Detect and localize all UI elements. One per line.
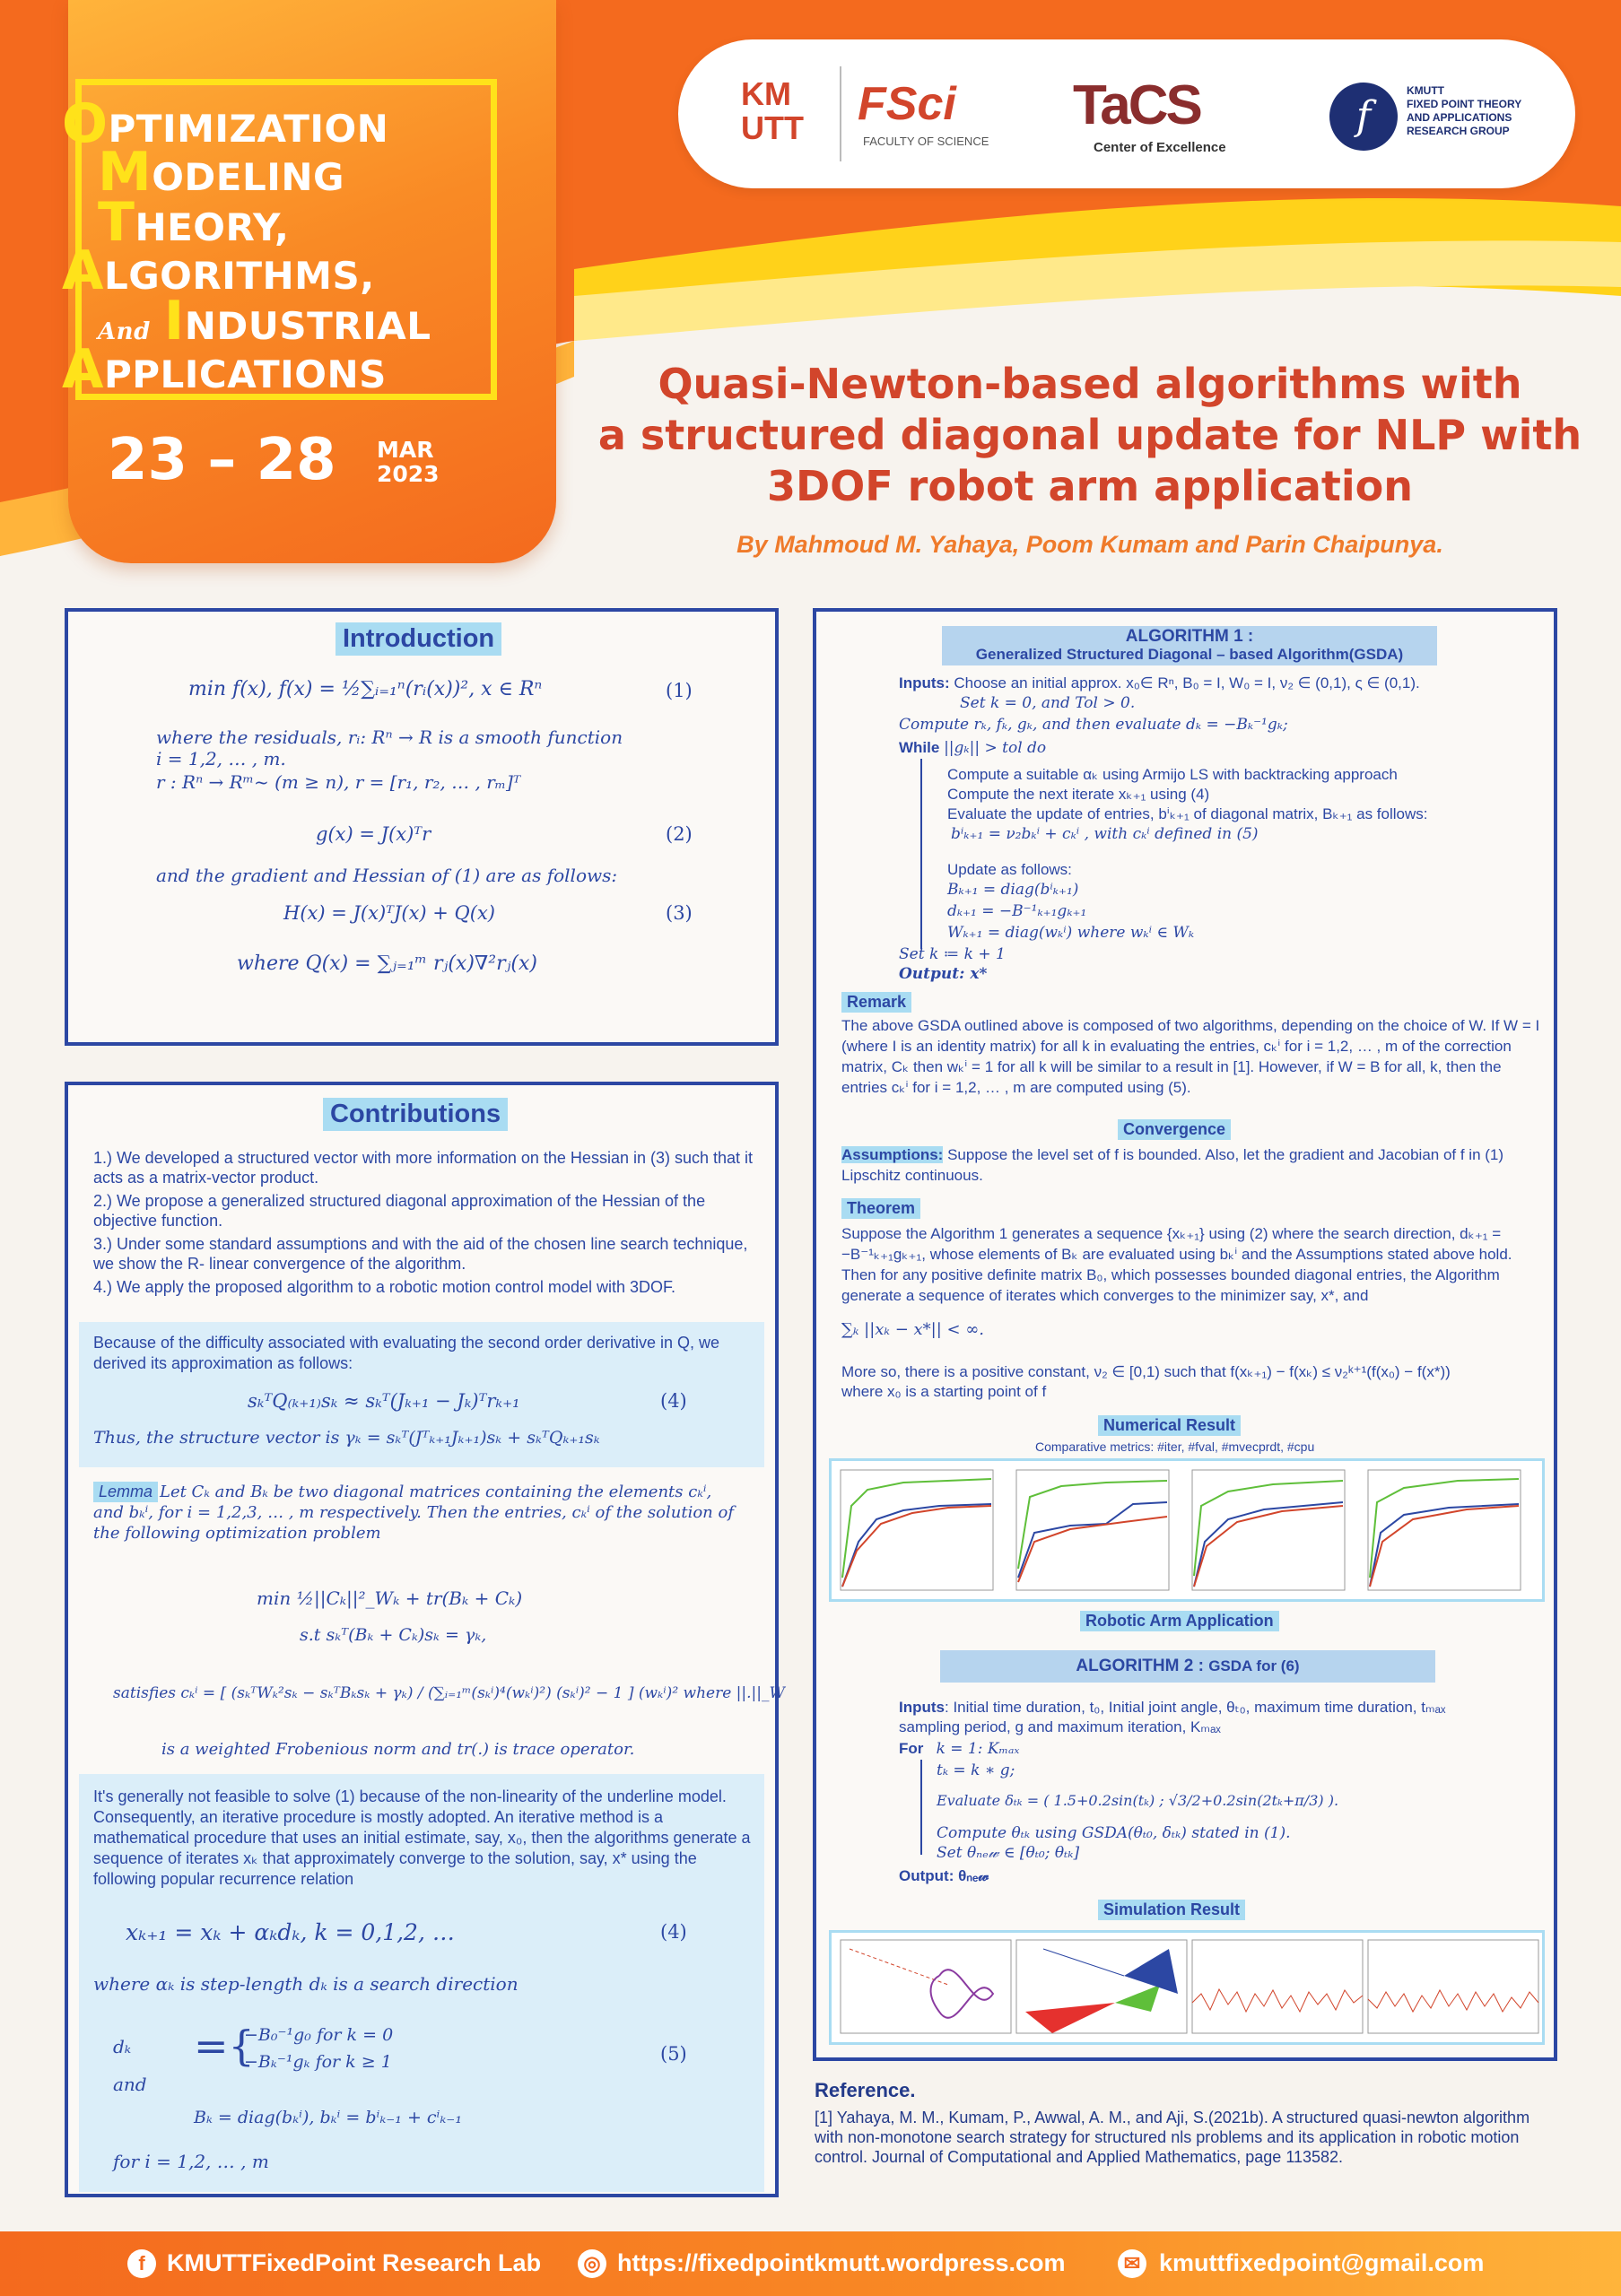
algo2-step-3: Compute θₜₖ using GSDA(θₜ₀, δₜₖ) stated in (1). — [937, 1824, 1291, 1842]
algorithm-1-heading: ALGORITHM 1 : Generalized Structured Diagonal – based Algorithm(GSDA) — [942, 626, 1437, 665]
remark-tag: Remark — [841, 992, 911, 1013]
algo2-step-4: Set θₙₑ𝓌 ∈ [θₜ₀; θₜₖ] — [937, 1844, 1080, 1862]
reference-heading: Reference. — [815, 2079, 916, 2101]
and-label: and — [113, 2074, 147, 2095]
algo1-inputs: Inputs: Choose an initial approx. x₀∈ Rⁿ, B₀ = I, W₀ = I, ν₂ ∈ (0,1), ς ∈ (0,1). — [899, 674, 1420, 691]
algo2-inputs: Inputs: Initial time duration, t₀, Initial joint angle, θₜ₀, maximum time duration, tₘₐₓ — [899, 1699, 1446, 1716]
dk-brace: ={ — [194, 2022, 255, 2070]
theorem-text: Suppose the Algorithm 1 generates a sequence {xₖ₊₁} using (2) where the search direction, dₖ₊₁ = −B⁻¹ₖ₊₁gₖ₊₁, whose elements of Bₖ are evaluated using bₖⁱ and the Assumptions stated above hold. Then for any positive definite matrix B₀, which possesses bounded diagonal entries, the Algorithm generate a sequence of iterates which converges to the minimizer say, x*, and — [841, 1225, 1512, 1304]
email-link[interactable]: kmuttfixedpoint@gmail.com — [1159, 2249, 1485, 2276]
algo1-increment: Set k ≔ k + 1 — [899, 945, 1006, 963]
iterative-method-text: It's generally not feasible to solve (1) because of the non-linearity of the underline model. Consequently, an iterative procedure is mostly adopted. An iterative method is a mathematical procedure that uses an initial estimate, say, x₀, then the algorithms generate a sequence of iterates xₖ that approximately converge to the solution, say, x* using the following popular recurrence relation — [93, 1787, 751, 1888]
contribution-4: 4.) We apply the proposed algorithm to a robotic motion control model with 3DOF. — [93, 1278, 675, 1296]
website-link[interactable]: https://fixedpointkmutt.wordpress.com — [617, 2249, 1066, 2276]
dk-case-2: −Bₖ⁻¹gₖ for k ≥ 1 — [244, 2052, 392, 2072]
eq-2: g(x) = J(x)ᵀr — [316, 823, 431, 845]
step-length-note: where αₖ is step-length dₖ is a search direction — [93, 1973, 519, 1995]
conference-dates: 23 – 28 — [108, 427, 336, 493]
eq-recurrence-number: (4) — [660, 1921, 687, 1943]
eq-1-number: (1) — [666, 680, 693, 701]
index-range: for i = 1,2, … , m — [113, 2151, 269, 2172]
authors: By Mahmoud M. Yahaya, Poom Kumam and Parin Chaipunya. — [736, 531, 1443, 558]
tacs-logo: TaCS — [1073, 74, 1200, 136]
structure-vector-eq: Thus, the structure vector is γₖ = sₖᵀ(Jᵀₖ₊₁Jₖ₊₁)sₖ + sₖᵀQₖ₊₁sₖ — [93, 1428, 600, 1448]
fsci-logo: FSci — [858, 78, 956, 130]
email-icon: ✉ — [1118, 2249, 1146, 2278]
simulation-result-heading: Simulation Result — [1098, 1900, 1245, 1920]
lemma-constraint: s.t sₖᵀ(Bₖ + Cₖ)sₖ = γₖ, — [300, 1625, 487, 1645]
kmutt-logo: KM UTT — [741, 75, 804, 146]
eq-hessian-approx: sₖᵀQ₍ₖ₊₁₎sₖ ≈ sₖᵀ(Jₖ₊₁ − Jₖ)ᵀrₖ₊₁ — [248, 1390, 520, 1412]
fixed-point-logo-icon: f — [1329, 83, 1398, 151]
algo2-output: Output: θₙₑ𝓌 — [899, 1867, 989, 1884]
bk-update: Bₖ = diag(bₖⁱ), bₖⁱ = bⁱₖ₋₁ + cⁱₖ₋₁ — [194, 2108, 462, 2127]
eq-1: min f(x), f(x) = ½∑ᵢ₌₁ⁿ(rᵢ(x))², x ∈ Rⁿ — [188, 678, 543, 700]
algo1-while-bar — [920, 759, 922, 949]
eq-3: H(x) = J(x)ᵀJ(x) + Q(x) — [283, 902, 495, 924]
algo2-for: For k = 1: Kₘₐₓ — [899, 1740, 1020, 1758]
algo1-step-2: Compute the next iterate xₖ₊₁ using (4) — [947, 786, 1210, 803]
eq-recurrence: xₖ₊₁ = xₖ + αₖdₖ, k = 0,1,2, … — [126, 1919, 455, 1945]
convergence-heading: Convergence — [1118, 1119, 1231, 1140]
lemma-solution: satisfies cₖⁱ = [ (sₖᵀWₖ²sₖ − sₖᵀBₖsₖ + γₖ) / (∑ᵢ₌₁ᵐ(sₖⁱ)⁴(wₖⁱ)²) (sₖⁱ)² − 1 ] (wₖⁱ)² where ||.||_W — [113, 1684, 785, 1702]
lemma-objective: min ½||Cₖ||²_Wₖ + tr(Bₖ + Cₖ) — [257, 1587, 523, 1609]
intro-index: i = 1,2, … , m. — [156, 748, 286, 770]
reference-text: [1] Yahaya, M. M., Kumam, P., Awwal, A. M., and Aji, S.(2021b). A structured quasi-newton algorithm with non-monotone search strategy for structured nls problems and its application in robotic motion control. Journal of Computational and Applied Mathematics, page 113582. — [815, 2109, 1530, 2166]
globe-icon: ◎ — [578, 2249, 606, 2278]
simulation-plots-frame — [829, 1930, 1545, 2045]
numerical-metrics: Comparative metrics: #iter, #fval, #mvecprdt, #cpu — [1035, 1439, 1315, 1454]
algo1-step-3: Evaluate the update of entries, bⁱₖ₊₁ of diagonal matrix, Bₖ₊₁ as follows: — [947, 805, 1428, 822]
eq-direction-number: (5) — [660, 2043, 687, 2065]
contribution-2: 2.) We propose a generalized structured diagonal approximation of the Hessian of the objective function. — [93, 1192, 706, 1230]
algo1-step-5: Update as follows: — [947, 861, 1072, 878]
eq-2-number: (2) — [666, 823, 693, 845]
algo1-compute: Compute rₖ, fₖ, gₖ, and then evaluate dₖ = −Bₖ⁻¹gₖ; — [899, 716, 1288, 734]
logo-divider — [840, 66, 841, 161]
dk-case-1: −B₀⁻¹g₀ for k = 0 — [244, 2025, 394, 2045]
theorem-rate: More so, there is a positive constant, ν₂ ∈ [0,1) such that f(xₖ₊₁) − f(xₖ) ≤ ν₂ᵏ⁺¹(f(x₀) − f(x*)) — [841, 1363, 1451, 1380]
performance-profile-plots — [832, 1461, 1542, 1599]
algo1-step-6: Bₖ₊₁ = diag(bⁱₖ₊₁) — [947, 881, 1079, 899]
performance-profiles-frame — [829, 1458, 1545, 1602]
fsci-caption: FACULTY OF SCIENCE — [863, 135, 989, 148]
algo1-while: While ||gₖ|| > tol do — [899, 739, 1047, 757]
algo2-step-1: tₖ = k ∗ g; — [937, 1761, 1015, 1779]
poster-title: Quasi-Newton-based algorithms with a structured diagonal update for NLP with 3DOF robot arm application — [597, 360, 1582, 510]
eq-q: where Q(x) = ∑ⱼ₌₁ᵐ rⱼ(x)∇²rⱼ(x) — [237, 952, 537, 975]
remark-text: The above GSDA outlined above is composed of two algorithms, depending on the choice of W. If W = I (where I is an identity matrix) for all k in evaluating the entries, cₖⁱ for i = 1,2, … , m of the correction matrix, Cₖ then wₖⁱ = 1 for all k will be similar to a result in [1]. However, if W = B for all, k, then the entries cₖⁱ for i = 1,2, … , m are computed using (5). — [841, 1017, 1540, 1096]
contribution-3: 3.) Under some standard assumptions and with the aid of the chosen line search technique, we show the R- linear convergence of the algorithm. — [93, 1235, 748, 1273]
structure-vector-intro: Because of the difficulty associated with evaluating the second order derivative in Q, we derived its approximation as follows: — [93, 1334, 720, 1372]
tacs-caption: Center of Excellence — [1094, 140, 1226, 155]
facebook-link[interactable]: KMUTTFixedPoint Research Lab — [167, 2249, 542, 2276]
lemma-tag: Lemma — [93, 1482, 158, 1502]
algorithm-2-heading: ALGORITHM 2 : GSDA for (6) — [940, 1650, 1435, 1683]
algo2-for-bar — [920, 1760, 922, 1855]
algo1-step-4: bⁱₖ₊₁ = ν₂bₖⁱ + cₖⁱ , with cₖⁱ defined in (5) — [951, 825, 1259, 843]
algo1-set-k: Set k = 0, and Tol > 0. — [960, 694, 1136, 712]
assumptions: Assumptions: Suppose the level set of f is bounded. Also, let the gradient and Jacobian of f in (1) Lipschitz continuous. — [841, 1146, 1504, 1184]
lemma-text: Let Cₖ and Bₖ be two diagonal matrices containing the elements cₖⁱ, and bₖⁱ, for i = 1,2,3, … , m respectively. Then the entries, cₖⁱ of the solution of the following optimization problem — [93, 1483, 734, 1543]
algo1-step-8: Wₖ₊₁ = diag(wₖⁱ) where wₖⁱ ∈ Wₖ — [947, 924, 1195, 942]
algo2-step-2: Evaluate δₜₖ = ( 1.5+0.2sin(tₖ) ; √3/2+0.2sin(2tₖ+π/3) ). — [937, 1792, 1339, 1809]
intro-residuals: where the residuals, rᵢ: Rⁿ → R is a smooth function — [156, 726, 623, 748]
fixed-point-group-name: KMUTT FIXED POINT THEORY AND APPLICATIONS RESEARCH GROUP — [1407, 84, 1522, 137]
algorithm-results-panel — [813, 608, 1557, 2061]
theorem-tag: Theorem — [841, 1198, 920, 1219]
algo1-output: Output: x* — [899, 965, 988, 983]
sponsor-logos-bar — [678, 39, 1575, 188]
robotic-arm-heading: Robotic Arm Application — [1080, 1611, 1279, 1631]
intro-mapping: r : Rⁿ → Rᵐ~ (m ≥ n), r = [r₁, r₂, … , rₘ]ᵀ — [156, 771, 521, 793]
conference-logo-frame: OPTIMIZATION MODELING THEORY, ALGORITHMS, And INDUSTRIAL APPLICATIONS — [75, 79, 497, 400]
dk-label: dₖ — [113, 2036, 132, 2057]
contribution-1: 1.) We developed a structured vector with more information on the Hessian in (3) such that it acts as a matrix-vector product. — [93, 1149, 754, 1187]
eq-3-number: (3) — [666, 902, 693, 924]
algo1-step-1: Compute a suitable αₖ using Armijo LS with backtracking approach — [947, 766, 1398, 783]
introduction-heading: Introduction — [336, 622, 501, 656]
algo1-step-7: dₖ₊₁ = −B⁻¹ₖ₊₁gₖ₊₁ — [947, 902, 1087, 920]
eq-hessian-approx-number: (4) — [660, 1390, 687, 1412]
conference-month: MAR 2023 — [377, 437, 440, 487]
numerical-result-heading: Numerical Result — [1098, 1415, 1241, 1436]
algo2-inputs-2: sampling period, g and maximum iteration, Kₘₐₓ — [899, 1718, 1221, 1735]
contributions-heading: Contributions — [323, 1098, 508, 1131]
introduction-panel — [65, 608, 779, 1046]
simulation-plots — [832, 1933, 1542, 2042]
theorem-start-point: where x₀ is a starting point of f — [841, 1383, 1047, 1400]
contributions-panel — [65, 1082, 785, 2197]
intro-gradient-hessian: and the gradient and Hessian of (1) are as follows: — [156, 865, 618, 886]
theorem-summability: ∑ₖ ||xₖ − x*|| < ∞. — [841, 1320, 985, 1339]
lemma-norm-note: is a weighted Frobenious norm and tr(.) is trace operator. — [161, 1740, 635, 1759]
facebook-icon: f — [127, 2249, 156, 2278]
